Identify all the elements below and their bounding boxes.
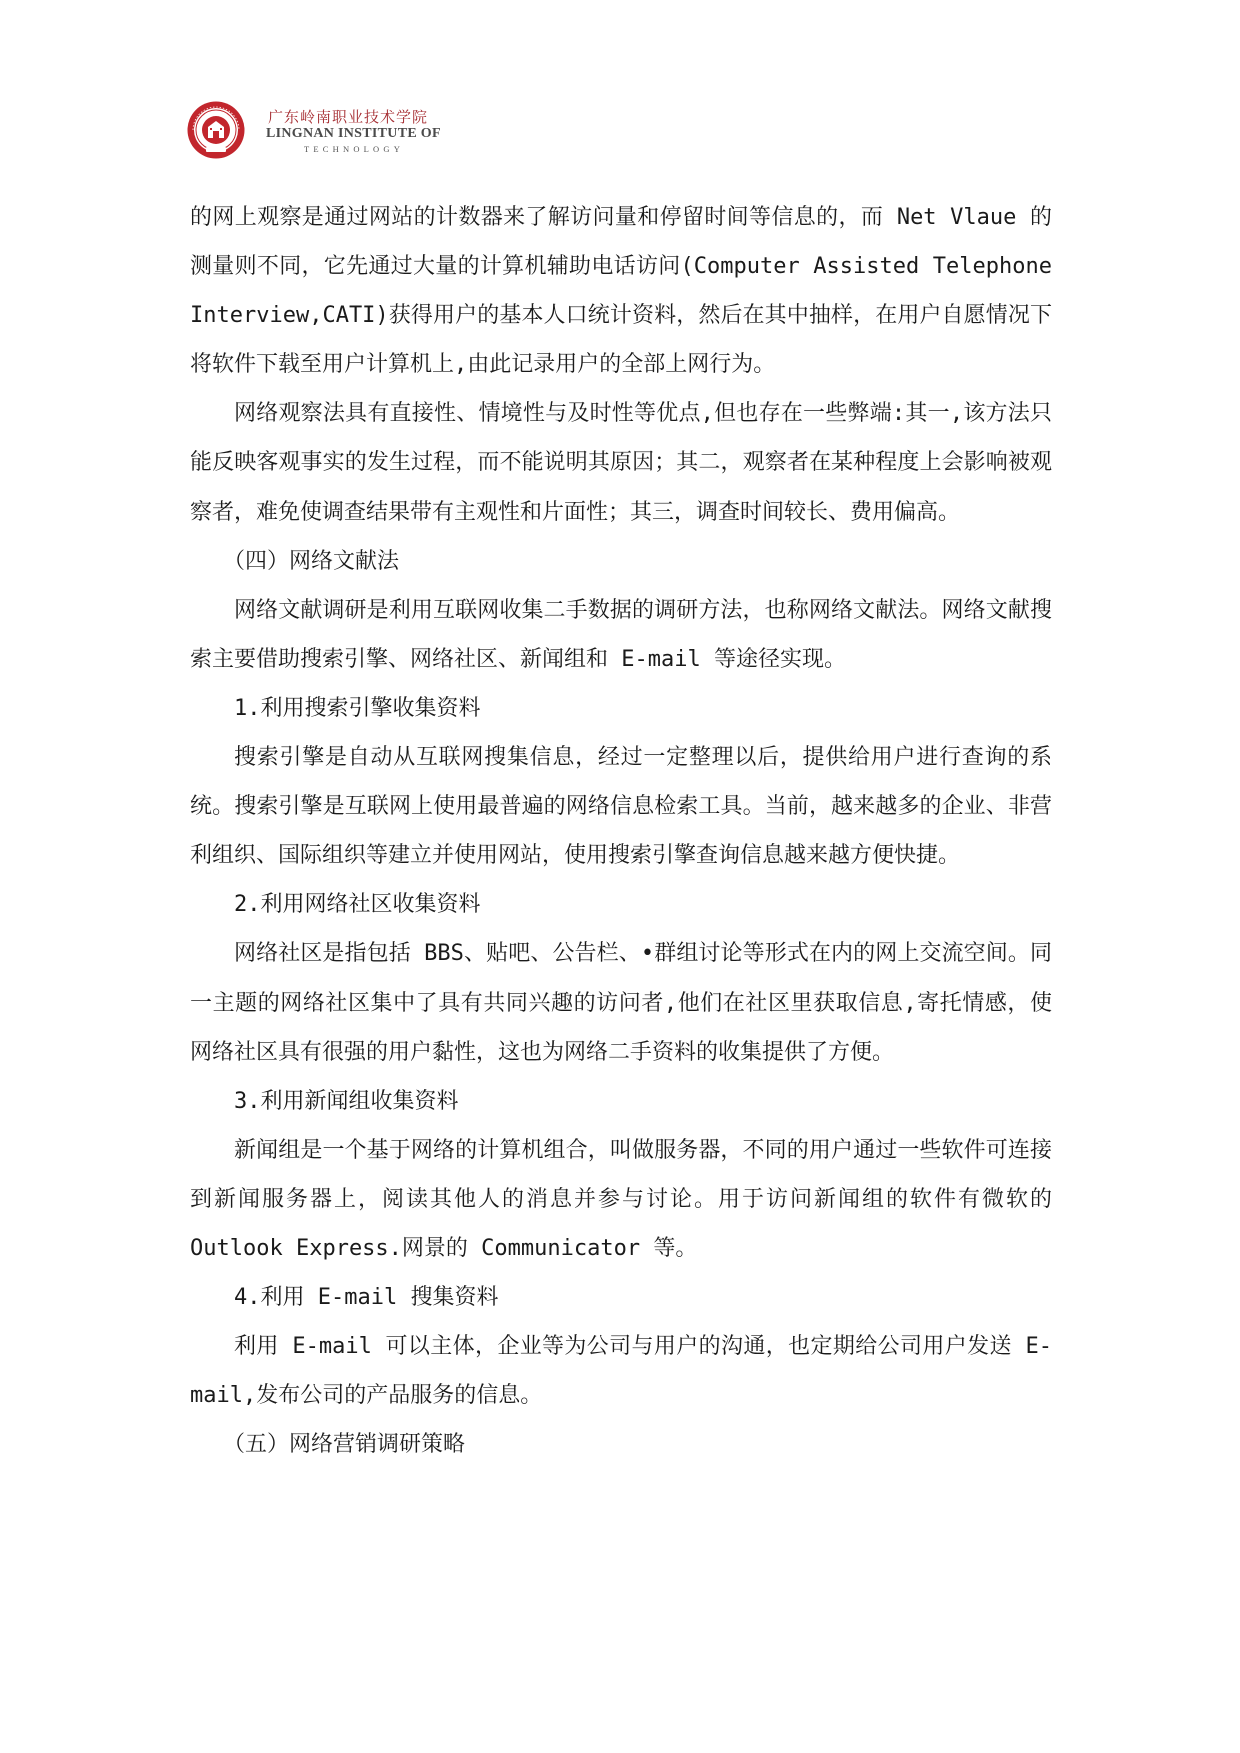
subheading-search-engine: 1.利用搜索引擎收集资料 <box>234 695 481 721</box>
institute-seal-icon <box>186 100 246 160</box>
subheading-community: 2.利用网络社区收集资料 <box>234 892 481 918</box>
subheading-email: 4.利用 E-mail 搜集资料 <box>234 1285 499 1311</box>
paragraph-observation-pros-cons: 网络观察法具有直接性、情境性与及时性等优点,但也存在一些弊端:其一,该方法只能反映客观事实的发生过程，而不能说明其原因；其二，观察者在某种程度上会影响被观察者，难免使调查结果带有主观性和片面性；其三，调查时间较长、费用偏高。 <box>190 401 1052 525</box>
subheading-newsgroup: 3.利用新闻组收集资料 <box>234 1088 459 1114</box>
institute-name-en: LINGNAN INSTITUTE OF <box>266 126 441 141</box>
paragraph-community: 网络社区是指包括 BBS、贴吧、公告栏、•群组讨论等形式在内的网上交流空间。同一主题的网络社区集中了具有共同兴趣的访问者,他们在社区里获取信息,寄托情感，使网络社区具有很强的用户黏性，这也为网络二手资料的收集提供了方便。 <box>190 941 1052 1065</box>
paragraph-newsgroup: 新闻组是一个基于网络的计算机组合，叫做服务器，不同的用户通过一些软件可连接到新闻服务器上，阅读其他人的消息并参与讨论。用于访问新闻组的软件有微软的 Outlook Express.网景的 Communicator 等。 <box>190 1137 1052 1261</box>
section-heading-strategy: （五）网络营销调研策略 <box>223 1432 466 1458</box>
institute-name-en-sub: TECHNOLOGY <box>304 144 405 154</box>
document-body <box>190 193 1052 1469</box>
paragraph-literature-intro: 网络文献调研是利用互联网收集二手数据的调研方法，也称网络文献法。网络文献搜索主要借助搜索引擎、网络社区、新闻组和 E-mail 等途径实现。 <box>190 597 1052 672</box>
section-heading-literature: （四）网络文献法 <box>223 548 400 574</box>
page-header <box>186 100 446 160</box>
paragraph-observation-continued: 的网上观察是通过网站的计数器来了解访问量和停留时间等信息的，而 Net Vlaue 的测量则不同，它先通过大量的计算机辅助电话访问(Computer Assisted Telephone Interview,CATI)获得用户的基本人口统计资料，然后在其中抽样，在用户自愿情况下将软件下载至用户计算机上,由此记录用户的全部上网行为。 <box>190 205 1052 378</box>
paragraph-email: 利用 E-mail 可以主体，企业等为公司与用户的沟通，也定期给公司用户发送 E-mail,发布公司的产品服务的信息。 <box>190 1334 1052 1409</box>
paragraph-search-engine: 搜索引擎是自动从互联网搜集信息，经过一定整理以后，提供给用户进行查询的系统。搜索引擎是互联网上使用最普遍的网络信息检索工具。当前，越来越多的企业、非营利组织、国际组织等建立并使用网站，使用搜索引擎查询信息越来越方便快捷。 <box>190 745 1052 869</box>
institute-name-cn: 广东岭南职业技术学院 <box>268 108 429 126</box>
